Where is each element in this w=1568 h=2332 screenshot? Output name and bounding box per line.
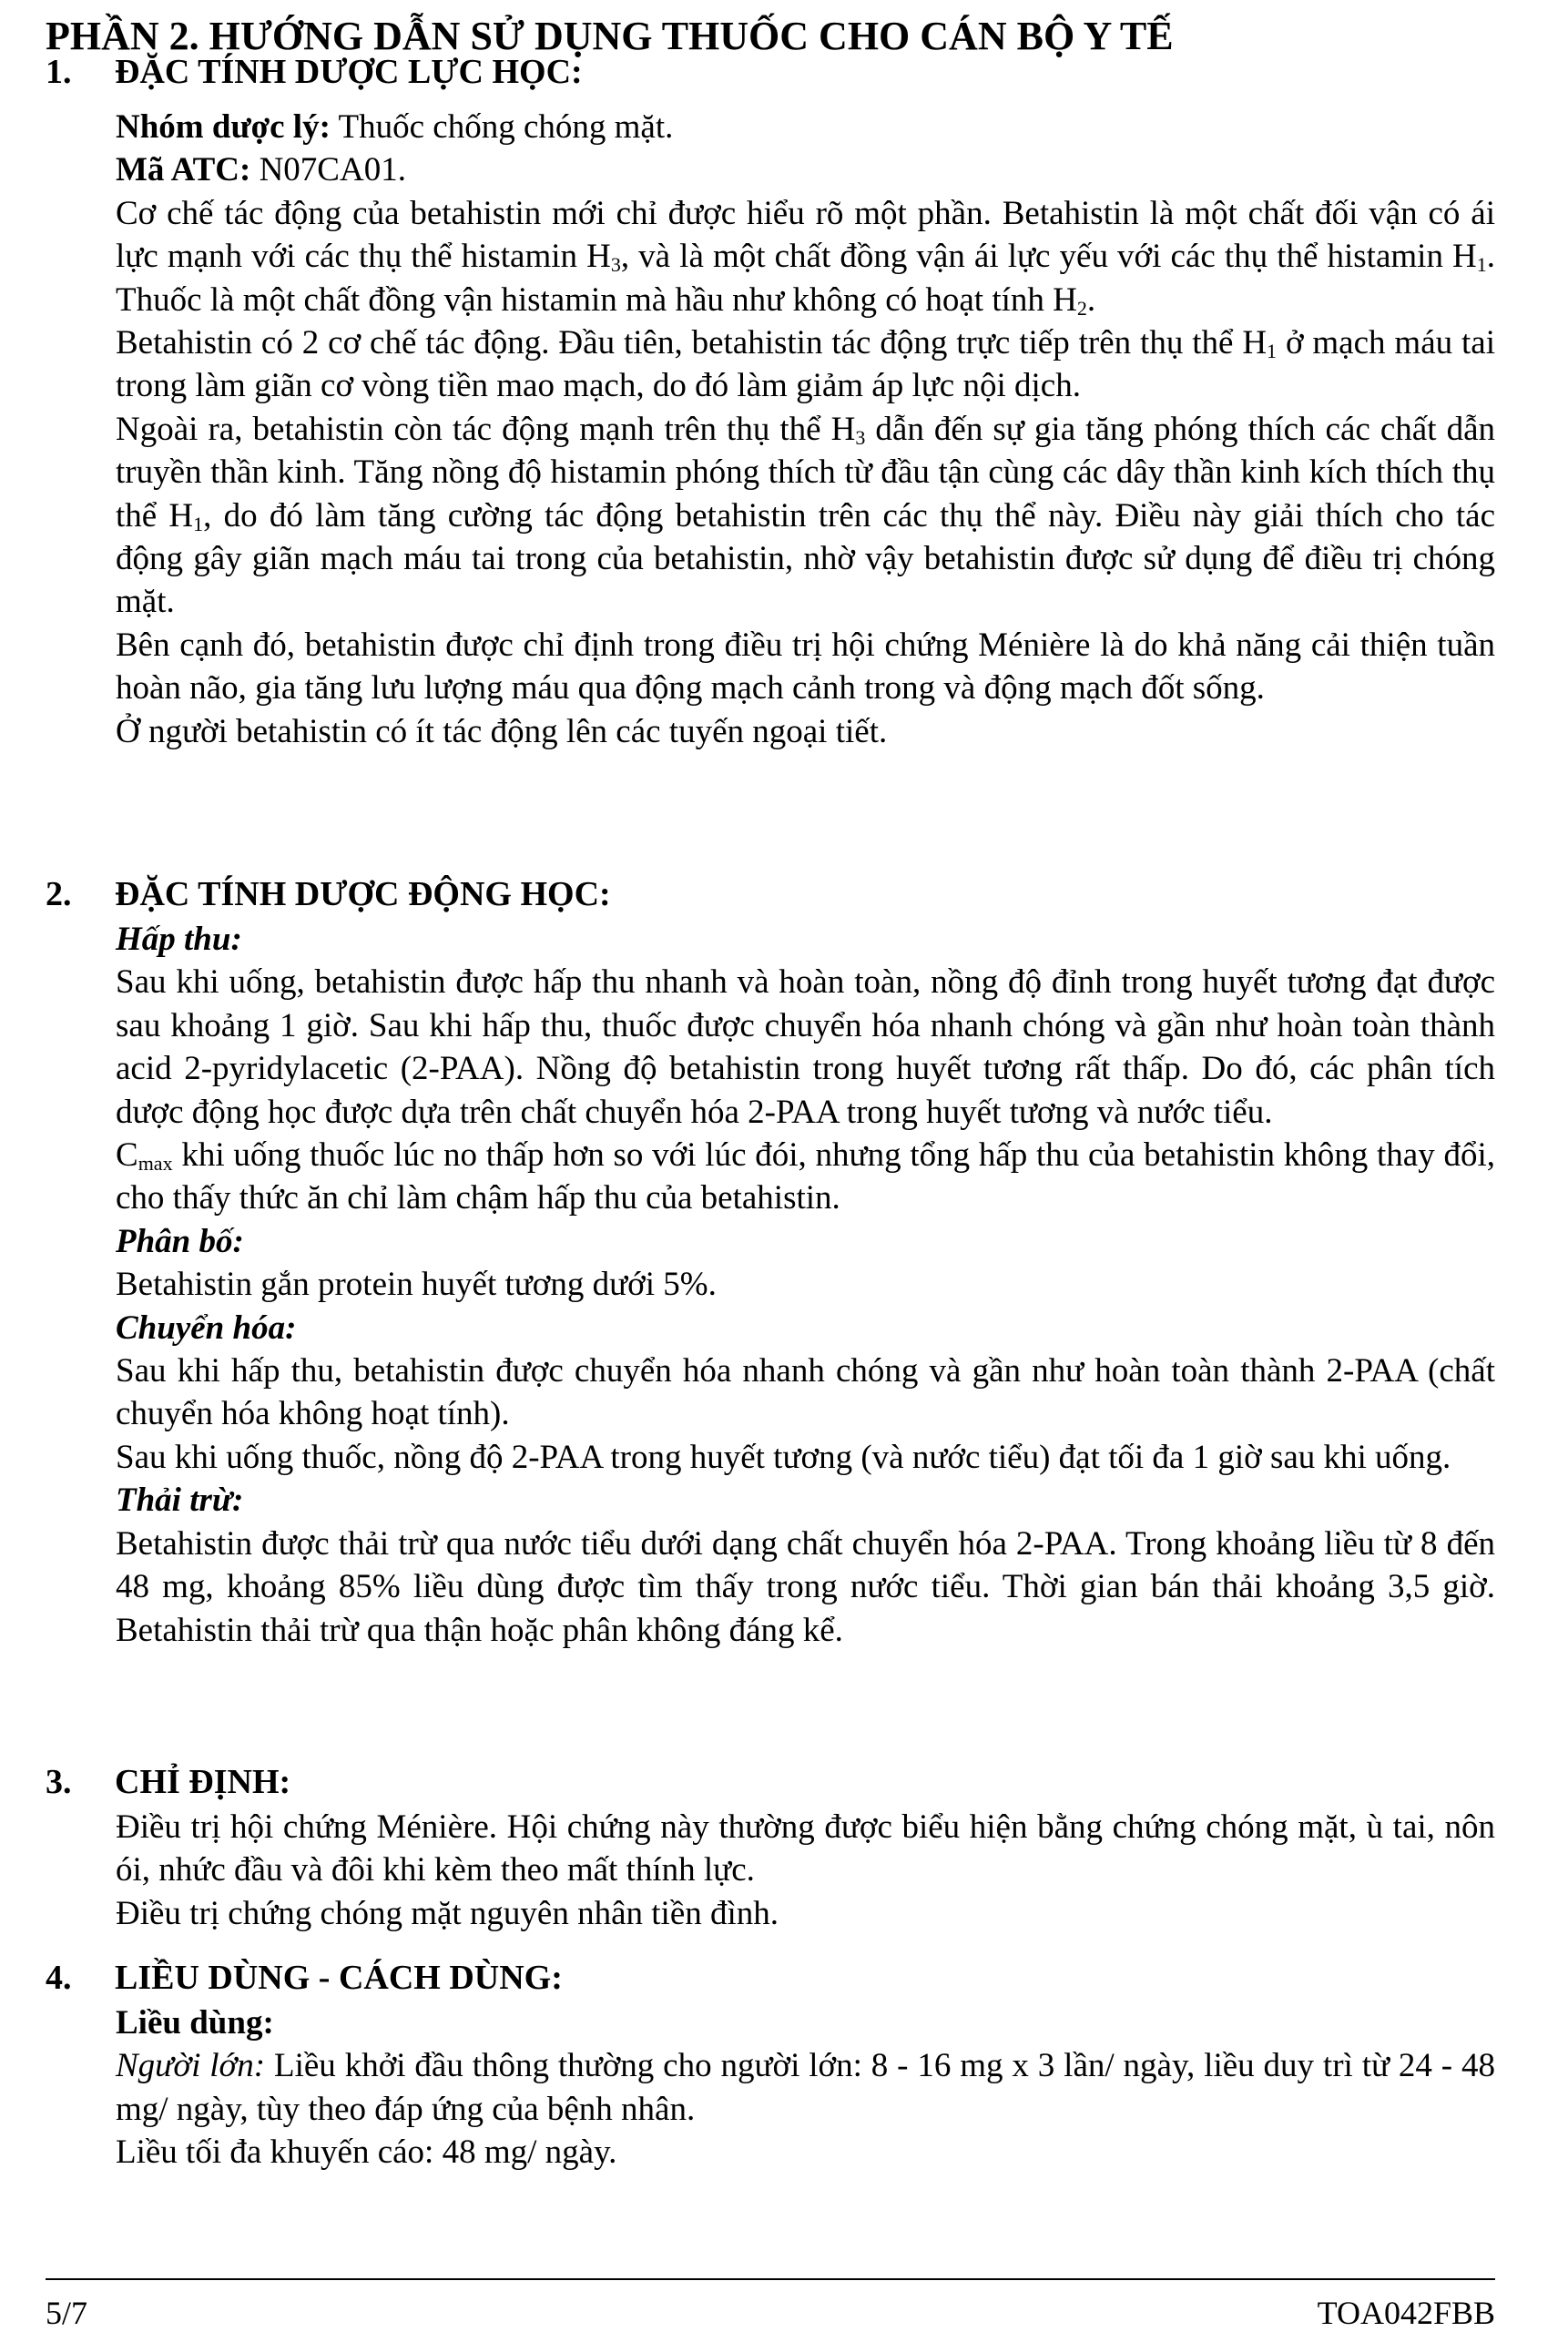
absorption-heading: Hấp thu: (116, 921, 242, 958)
subscript: 3 (610, 253, 621, 277)
section-3-heading (46, 1762, 290, 1802)
text-run: C (116, 1136, 138, 1175)
elimination-text: Betahistin được thải trừ qua nước tiểu dưới dạng chất chuyển hóa 2-PAA. Trong khoảng liều từ 8 đến 48 mg, khoảng 85% liều dùng được tìm thấy trong nước tiểu. Thời gian bán thải khoảng 3,5 giờ. Betahistin thải trừ qua thận hoặc phân không đáng kể. (116, 1524, 1495, 1649)
metabolism-text-2: Sau khi uống thuốc, nồng độ 2-PAA trong huyết tương (và nước tiểu) đạt tối đa 1 giờ sau khi uống. (116, 1438, 1451, 1476)
text-run: Betahistin có 2 cơ chế tác động. Đầu tiên, betahistin tác động trực tiếp trên thụ thể H (116, 324, 1268, 362)
text-run: . Thuốc là một chất đồng vận histamin mà hầu như không có hoạt tính H (116, 238, 1495, 319)
elimination-heading: Thải trừ: (116, 1482, 244, 1520)
section-4-body (116, 2001, 1495, 2174)
metabolism-text-1: Sau khi hấp thu, betahistin được chuyển hóa nhanh chóng và gần như hoàn toàn thành 2-PAA (chất chuyển hóa không hoạt tính). (116, 1352, 1495, 1433)
section-4-title: LIỀU DÙNG - CÁCH DÙNG: (115, 1959, 563, 1997)
subscript: 1 (193, 512, 204, 535)
subscript: max (137, 1152, 173, 1176)
text-run: . (1086, 280, 1096, 319)
text-run: khi uống thuốc lúc no thấp hơn so với lúc đói, nhưng tổng hấp thu của betahistin không thay đổi, cho thấy thức ăn chỉ làm chậm hấp thu của betahistin. (116, 1136, 1495, 1217)
pharmacologic-group-value: Thuốc chống chóng mặt. (330, 108, 674, 146)
dosage-heading: Liều dùng: (116, 2004, 274, 2042)
subscript: 3 (855, 425, 866, 449)
text-run: Cơ chế tác động của betahistin mới chỉ được hiểu rõ một phần. Betahistin là một chất đối vận có ái lực mạnh với các thụ thể histamin H (116, 194, 1495, 276)
section-3-number: 3. (46, 1763, 72, 1801)
max-dose-text: Liều tối đa khuyến cáo: 48 mg/ ngày. (116, 2133, 617, 2172)
mechanism-paragraph (116, 192, 1495, 321)
page-number: 5/7 (46, 2295, 88, 2331)
subscript: 1 (1267, 340, 1278, 363)
text-run: , và là một chất đồng vận ái lực yếu với các thụ thể histamin H (620, 238, 1477, 276)
document-code: TOA042FBB (1317, 2295, 1495, 2331)
text-run: Ngoài ra, betahistin còn tác động mạnh trên thụ thể H (116, 410, 856, 448)
section-1-number: 1. (46, 53, 72, 91)
page-title: PHẦN 2. HƯỚNG DẪN SỬ DỤNG THUỐC CHO CÁN BỘ Y TẾ (46, 14, 1174, 58)
section-2-heading (46, 874, 611, 914)
adult-label: Người lớn: (116, 2047, 266, 2085)
absorption-text: Sau khi uống, betahistin được hấp thu nhanh và hoàn toàn, nồng độ đỉnh trong huyết tương đạt được sau khoảng 1 giờ. Sau khi hấp thu, thuốc được chuyển hóa nhanh chóng và gần như hoàn toàn thành acid 2-pyridylacetic (2-PAA). Nồng độ betahistin trong huyết tương rất thấp. Do đó, các phân tích dược động học được dựa trên chất chuyển hóa 2-PAA trong huyết tương và nước tiểu. (116, 963, 1495, 1131)
pharmacologic-group-label: Nhóm dược lý: (116, 108, 331, 146)
section-2-number: 2. (46, 875, 72, 913)
distribution-heading: Phân bố: (116, 1222, 244, 1260)
exocrine-paragraph: Ở người betahistin có ít tác động lên các tuyến ngoại tiết. (116, 712, 888, 750)
mechanism-paragraph-3 (116, 408, 1495, 624)
section-3-title: CHỈ ĐỊNH: (115, 1763, 291, 1801)
section-1-heading (46, 52, 583, 92)
section-1-title: ĐẶC TÍNH DƯỢC LỰC HỌC: (115, 53, 583, 91)
indication-text-1: Điều trị hội chứng Ménière. Hội chứng này thường được biểu hiện bằng chứng chóng mặt, ù tai, nôn ói, nhức đầu và đôi khi kèm theo mất thính lực. (116, 1808, 1495, 1889)
metabolism-heading: Chuyển hóa: (116, 1309, 297, 1347)
adult-text: Liều khởi đầu thông thường cho người lớn: 8 - 16 mg x 3 lần/ ngày, liều duy trì từ 24 - 48 mg/ ngày, tùy theo đáp ứng của bệnh nhân. (116, 2047, 1495, 2128)
subscript: 2 (1076, 296, 1087, 320)
meniere-paragraph: Bên cạnh đó, betahistin được chỉ định trong điều trị hội chứng Ménière là do khả năng cải thiện tuần hoàn não, gia tăng lưu lượng máu qua động mạch cảnh trong và động mạch đốt sống. (116, 626, 1495, 708)
mechanism-paragraph-2 (116, 321, 1495, 408)
atc-code-value: N07CA01. (250, 151, 406, 189)
cmax-paragraph (116, 1134, 1495, 1220)
adult-dosage (116, 2044, 1495, 2131)
atc-code (116, 148, 1495, 191)
indication-text-2: Điều trị chứng chóng mặt nguyên nhân tiền đình. (116, 1894, 779, 1932)
subscript: 1 (1476, 253, 1487, 277)
section-2-title: ĐẶC TÍNH DƯỢC ĐỘNG HỌC: (115, 875, 611, 913)
section-4-number: 4. (46, 1959, 72, 1997)
distribution-text: Betahistin gắn protein huyết tương dưới 5%. (116, 1266, 717, 1304)
footer-divider (46, 2278, 1495, 2280)
section-2-body (116, 918, 1495, 1652)
text-run: ở mạch máu tai trong làm giãn cơ vòng tiền mao mạch, do đó làm giảm áp lực nội dịch. (116, 324, 1496, 405)
atc-code-label: Mã ATC: (116, 151, 251, 189)
text-run: dẫn đến sự gia tăng phóng thích các chất dẫn truyền thần kinh. Tăng nồng độ histamin phóng thích từ đầu tận cùng các dây thần kinh kích thích thụ thể H (116, 410, 1495, 535)
text-run: , do đó làm tăng cường tác động betahistin trên các thụ thể này. Điều này giải thích cho tác động gây giãn mạch máu tai trong của betahistin, nhờ vậy betahistin được sử dụng để điều trị chóng mặt. (116, 496, 1495, 621)
section-3-body (116, 1806, 1495, 1935)
section-1-body (116, 106, 1495, 753)
pharmacologic-group (116, 106, 1495, 148)
section-4-heading (46, 1958, 563, 1998)
